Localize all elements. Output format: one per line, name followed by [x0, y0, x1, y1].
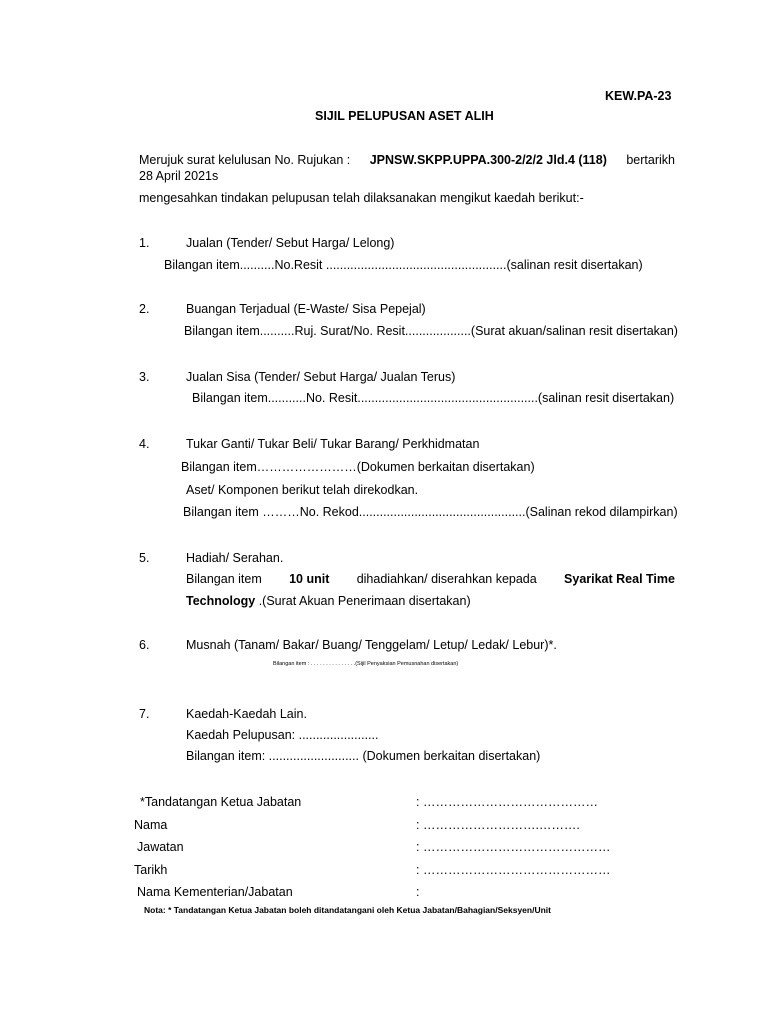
item-5-text-1: Bilangan item [186, 572, 262, 586]
item-4-line-3: Bilangan item ………No. Rekod................................................(Salinan rekod dilampirkan) [183, 505, 678, 519]
item-1-number: 1. [139, 236, 150, 250]
position-value: : ……………………………………… [416, 840, 611, 854]
item-5-line-1 [186, 572, 675, 586]
item-7-line-1: Kaedah Pelupusan: ....................... [186, 728, 379, 742]
item-2-line: Bilangan item..........Ruj. Surat/No. Resit...................(Surat akuan/salinan resit disertakan) [184, 324, 678, 338]
name-label: Nama [134, 818, 168, 832]
item-1-title: Jualan (Tender/ Sebut Harga/ Lelong) [186, 236, 395, 250]
item-4-title: Tukar Ganti/ Tukar Beli/ Tukar Barang/ Perkhidmatan [186, 437, 480, 451]
page-title: SIJIL PELUPUSAN ASET ALIH [315, 109, 494, 123]
item-2-number: 2. [139, 302, 150, 316]
intro-prefix: Merujuk surat kelulusan No. Rujukan : [139, 153, 351, 167]
item-5-title: Hadiah/ Serahan. [186, 551, 284, 565]
item-5-text-2: dihadiahkan/ diserahkan kepada [356, 572, 537, 586]
item-1-line: Bilangan item..........No.Resit ....................................................(salinan resit disertakan) [164, 258, 643, 272]
name-value: : ……………………….………. [416, 818, 580, 832]
form-code: KEW.PA-23 [605, 89, 672, 103]
reference-number: JPNSW.SKPP.UPPA.300-2/2/2 Jld.4 (118) [369, 153, 607, 167]
date-label: Tarikh [134, 863, 168, 877]
item-5-number: 5. [139, 551, 150, 565]
ministry-value: : [416, 885, 420, 899]
item-5-line-2 [186, 594, 471, 608]
signature-value: : …………………………………… [416, 795, 598, 809]
item-6-small-line: Bilangan item : . . . . . . . . . . . . . . .(Sijil Penyaksian Pemusnahan disertakan) [273, 661, 459, 667]
item-5-quantity: 10 unit [289, 572, 330, 586]
item-7-title: Kaedah-Kaedah Lain. [186, 707, 307, 721]
item-2-title: Buangan Terjadual (E-Waste/ Sisa Pepejal) [186, 302, 426, 316]
item-6-title: Musnah (Tanam/ Bakar/ Buang/ Tenggelam/ Letup/ Ledak/ Lebur)*. [186, 638, 557, 652]
item-7-number: 7. [139, 707, 150, 721]
item-6-number: 6. [139, 638, 150, 652]
item-3-line: Bilangan item...........No. Resit....................................................(salinan resit disertakan) [192, 391, 675, 405]
date-value: : ……………………………………… [416, 863, 611, 877]
footnote: Nota: * Tandatangan Ketua Jabatan boleh ditandatangani oleh Ketua Jabatan/Bahagian/Seksyen/Unit [144, 905, 551, 915]
item-5-text-3: .(Surat Akuan Penerimaan disertakan) [258, 594, 471, 608]
intro-confirm: mengesahkan tindakan pelupusan telah dilaksanakan mengikut kaedah berikut:- [139, 191, 584, 205]
item-5-company: Syarikat Real Time [564, 572, 675, 586]
item-3-title: Jualan Sisa (Tender/ Sebut Harga/ Jualan Terus) [186, 370, 456, 384]
intro-line-1 [139, 153, 675, 167]
position-label: Jawatan [137, 840, 184, 854]
item-3-number: 3. [139, 370, 150, 384]
intro-suffix: bertarikh [626, 153, 675, 167]
signature-label: *Tandatangan Ketua Jabatan [140, 795, 302, 809]
item-4-number: 4. [139, 437, 150, 451]
item-4-line-1: Bilangan item……………………(Dokumen berkaitan disertakan) [181, 460, 535, 474]
item-5-company-cont: Technology [186, 594, 256, 608]
ministry-label: Nama Kementerian/Jabatan [137, 885, 293, 899]
intro-date: 28 April 2021s [139, 169, 219, 183]
item-4-line-2: Aset/ Komponen berikut telah direkodkan. [186, 483, 419, 497]
item-7-line-2: Bilangan item: .......................... (Dokumen berkaitan disertakan) [186, 749, 541, 763]
